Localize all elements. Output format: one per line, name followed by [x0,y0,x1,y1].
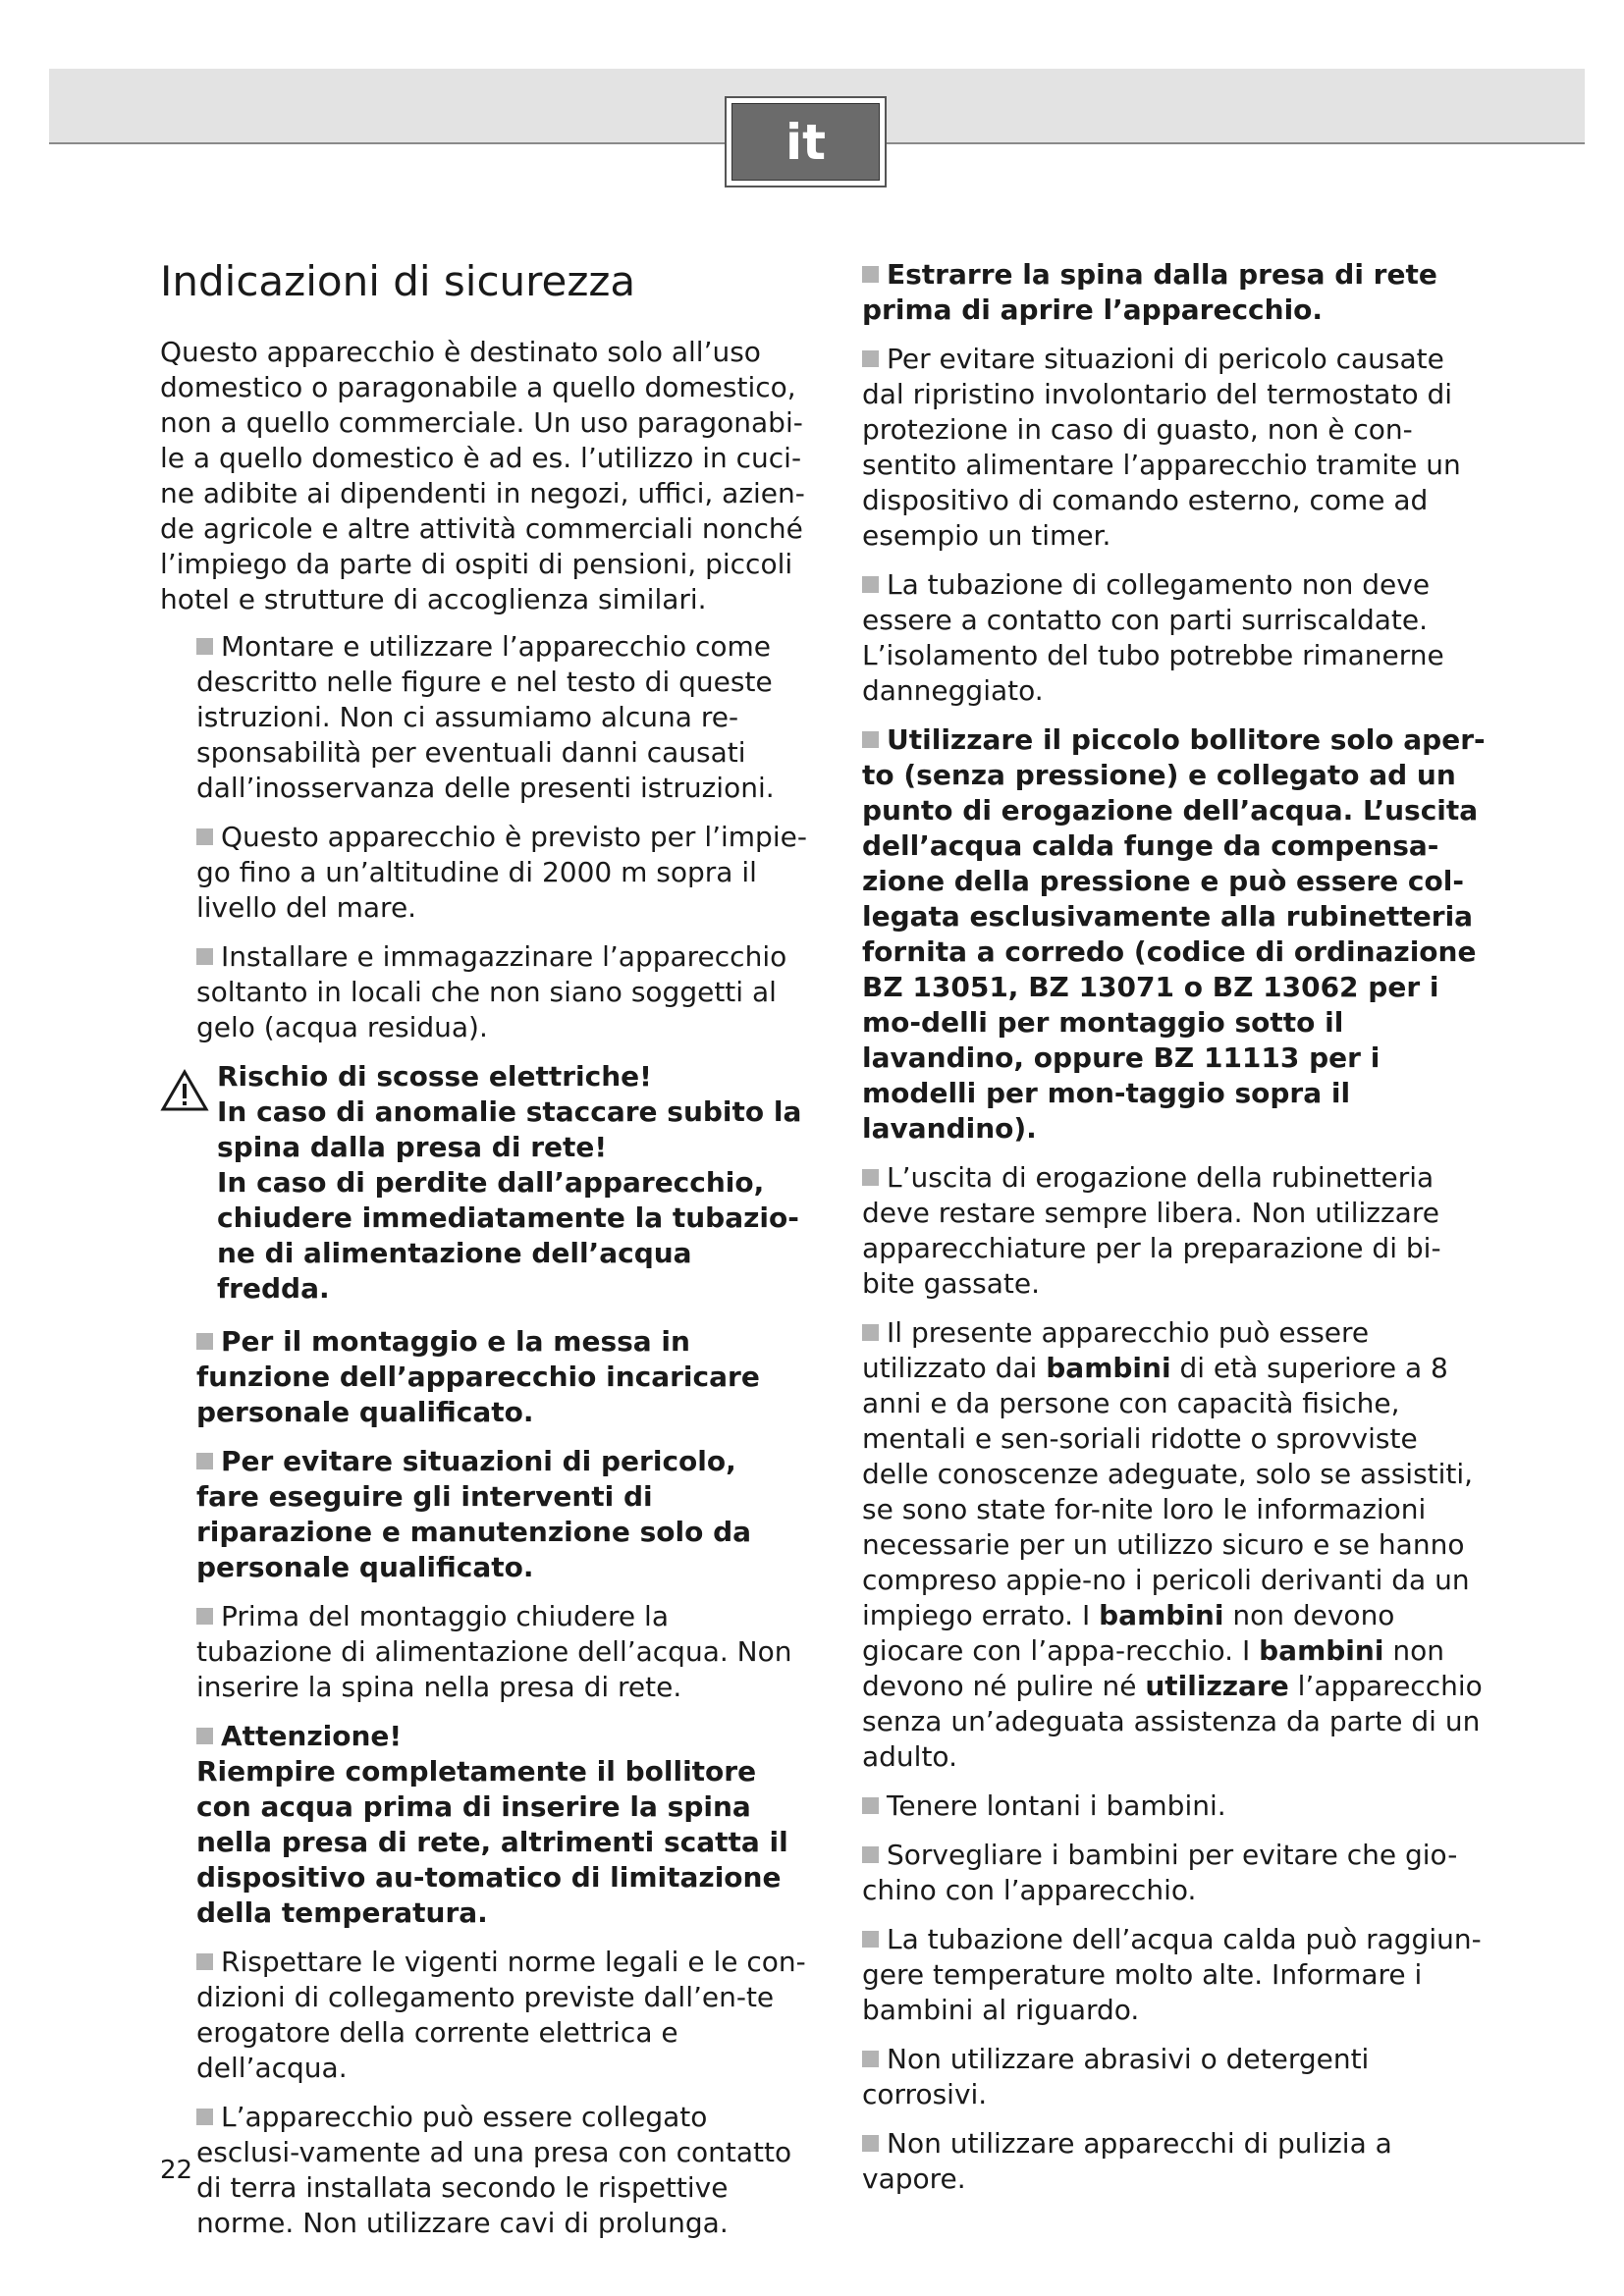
bullet-square-icon [862,2135,879,2152]
warning-triangle-icon [160,1069,209,1112]
bullet-square-icon [862,576,879,593]
page-title: Indicazioni di sicurezza [160,257,636,305]
bullet-square-icon [862,1846,879,1863]
bullet-square-icon [862,1169,879,1186]
bullet-square-icon [196,1333,213,1350]
bullet-square-icon [196,638,213,655]
bullet-square-icon [862,266,879,283]
bullet-square-icon [862,1797,879,1814]
list-item: La tubazione dell’acqua calda può raggiun-gere temperature molto alte. Informare i bambini al riguardo. [862,1923,1482,2026]
list-item: Montare e utilizzare l’apparecchio come descritto nelle figure e nel testo di queste istruzioni. Non ci assumiamo alcuna re-sponsabilità per eventuali danni causati dall’inosservanza delle presenti istruzioni. [196,630,775,804]
list-item: Prima del montaggio chiudere la tubazione di alimentazione dell’acqua. Non inserire la spina nella presa di rete. [196,1600,792,1703]
bullet-square-icon [862,1324,879,1341]
list-item: L’uscita di erogazione della rubinetteria deve restare sempre libera. Non utilizzare apparecchiature per la preparazione di bi-bite gassate. [862,1161,1441,1300]
bullet-square-icon [862,2051,879,2067]
bullet-square-icon [196,2109,213,2125]
list-item: La tubazione di collegamento non deve essere a contatto con parti surriscaldate. L’isolamento del tubo potrebbe rimanerne danneggiato. [862,568,1444,707]
list-item: Estrarre la spina dalla presa di rete prima di aprire l’apparecchio. [862,258,1437,326]
language-tab [725,96,887,187]
list-item: Utilizzare il piccolo bollitore solo aper-to (senza pressione) e collegato ad un punto di erogazione dell’acqua. L’uscita dell’acqua calda funge da compensa-zione della pressione e può essere col-legata esclusivamente alla rubinetteria fornita a corredo (codice di ordinazione BZ 13051, BZ 13071 o BZ 13062 per i mo-delli per montaggio sotto il lavandino, oppure BZ 11113 per i modelli per mon-taggio sopra il lavandino). [862,723,1486,1145]
page-number: 22 [160,2156,193,2185]
bullet-square-icon [196,1453,213,1469]
right-column [862,257,1490,2211]
list-item: Non utilizzare apparecchi di pulizia a vapore. [862,2127,1392,2195]
left-column [160,257,808,2255]
bullet-square-icon [862,731,879,748]
intro-paragraph: Questo apparecchio è destinato solo all’uso domestico o paragonabile a quello domestico, non a quello commerciale. Un uso paragonabi-le a quello domestico è ad es. l’utilizzo in cuci-ne adibite ai dipendenti in negozi, uffici, azien-de agricole e altre attività commerciali nonché l’impiego da parte di ospiti di pensioni, piccoli hotel e strutture di accoglienza similari. [160,336,805,615]
bullet-square-icon [862,350,879,367]
list-item: Questo apparecchio è previsto per l’impie-go fino a un’altitudine di 2000 m sopra il livello del mare. [196,821,807,924]
bullet-square-icon [196,1608,213,1625]
list-item: Per evitare situazioni di pericolo causate dal ripristino involontario del termostato di protezione in caso di guasto, non è con-sentito alimentare l’apparecchio tramite un dispositivo di comando esterno, come ad esempio un timer. [862,343,1461,552]
bullet-square-icon [196,828,213,845]
warning-text: Rischio di scosse elettriche! In caso di anomalie staccare subito la spina dalla presa di rete! In caso di perdite dall’apparecchio, chiudere immediatamente la tubazio-ne di alimentazione dell’acqua fredda. [217,1060,802,1305]
electric-shock-warning [160,1059,808,1307]
attention-item: Attenzione! Riempire completamente il bollitore con acqua prima di inserire la spina nella presa di rete, altrimenti scatta il dispositivo au-tomatico di limitazione della temperatura. [196,1720,788,1929]
list-item: Installare e immagazzinare l’apparecchio soltanto in locali che non siano soggetti al gelo (acqua residua). [196,940,787,1043]
list-item: Per il montaggio e la messa in funzione dell’apparecchio incaricare personale qualificato. [196,1325,760,1428]
list-item: Non utilizzare abrasivi o detergenti corrosivi. [862,2043,1370,2110]
children-item: Il presente apparecchio può essere utilizzato dai bambini di età superiore a 8 anni e da persone con capacità fisiche, mentali e sen-soriali ridotte o sprovviste delle conoscenze adeguate, solo se assistiti, se sono state for-nite loro le informazioni necessarie per un utilizzo sicuro e se hanno compreso appie-no i pericoli derivanti da un impiego errato. I bambini non devono giocare con l’appa-recchio. I bambini non devono né pulire né utilizzare l’apparecchio senza un’adeguata assistenza da parte di un adulto. [862,1316,1483,1773]
bullet-square-icon [862,1931,879,1948]
list-item: Rispettare le vigenti norme legali e le con-dizioni di collegamento previste dall’en-te erogatore della corrente elettrica e dell’acqua. [196,1946,806,2084]
bullet-square-icon [196,1728,213,1744]
list-item: Per evitare situazioni di pericolo, fare eseguire gli interventi di riparazione e manutenzione solo da personale qualificato. [196,1445,752,1583]
list-item: Sorvegliare i bambini per evitare che gio-chino con l’apparecchio. [862,1839,1458,1906]
list-item: Tenere lontani i bambini. [862,1789,1490,1824]
bullet-square-icon [196,1953,213,1970]
bullet-square-icon [196,948,213,965]
language-tab-label: it [731,103,880,181]
list-item: L’apparecchio può essere collegato esclusi-vamente ad una presa con contatto di terra installata secondo le rispettive norme. Non utilizzare cavi di prolunga. [196,2101,792,2239]
